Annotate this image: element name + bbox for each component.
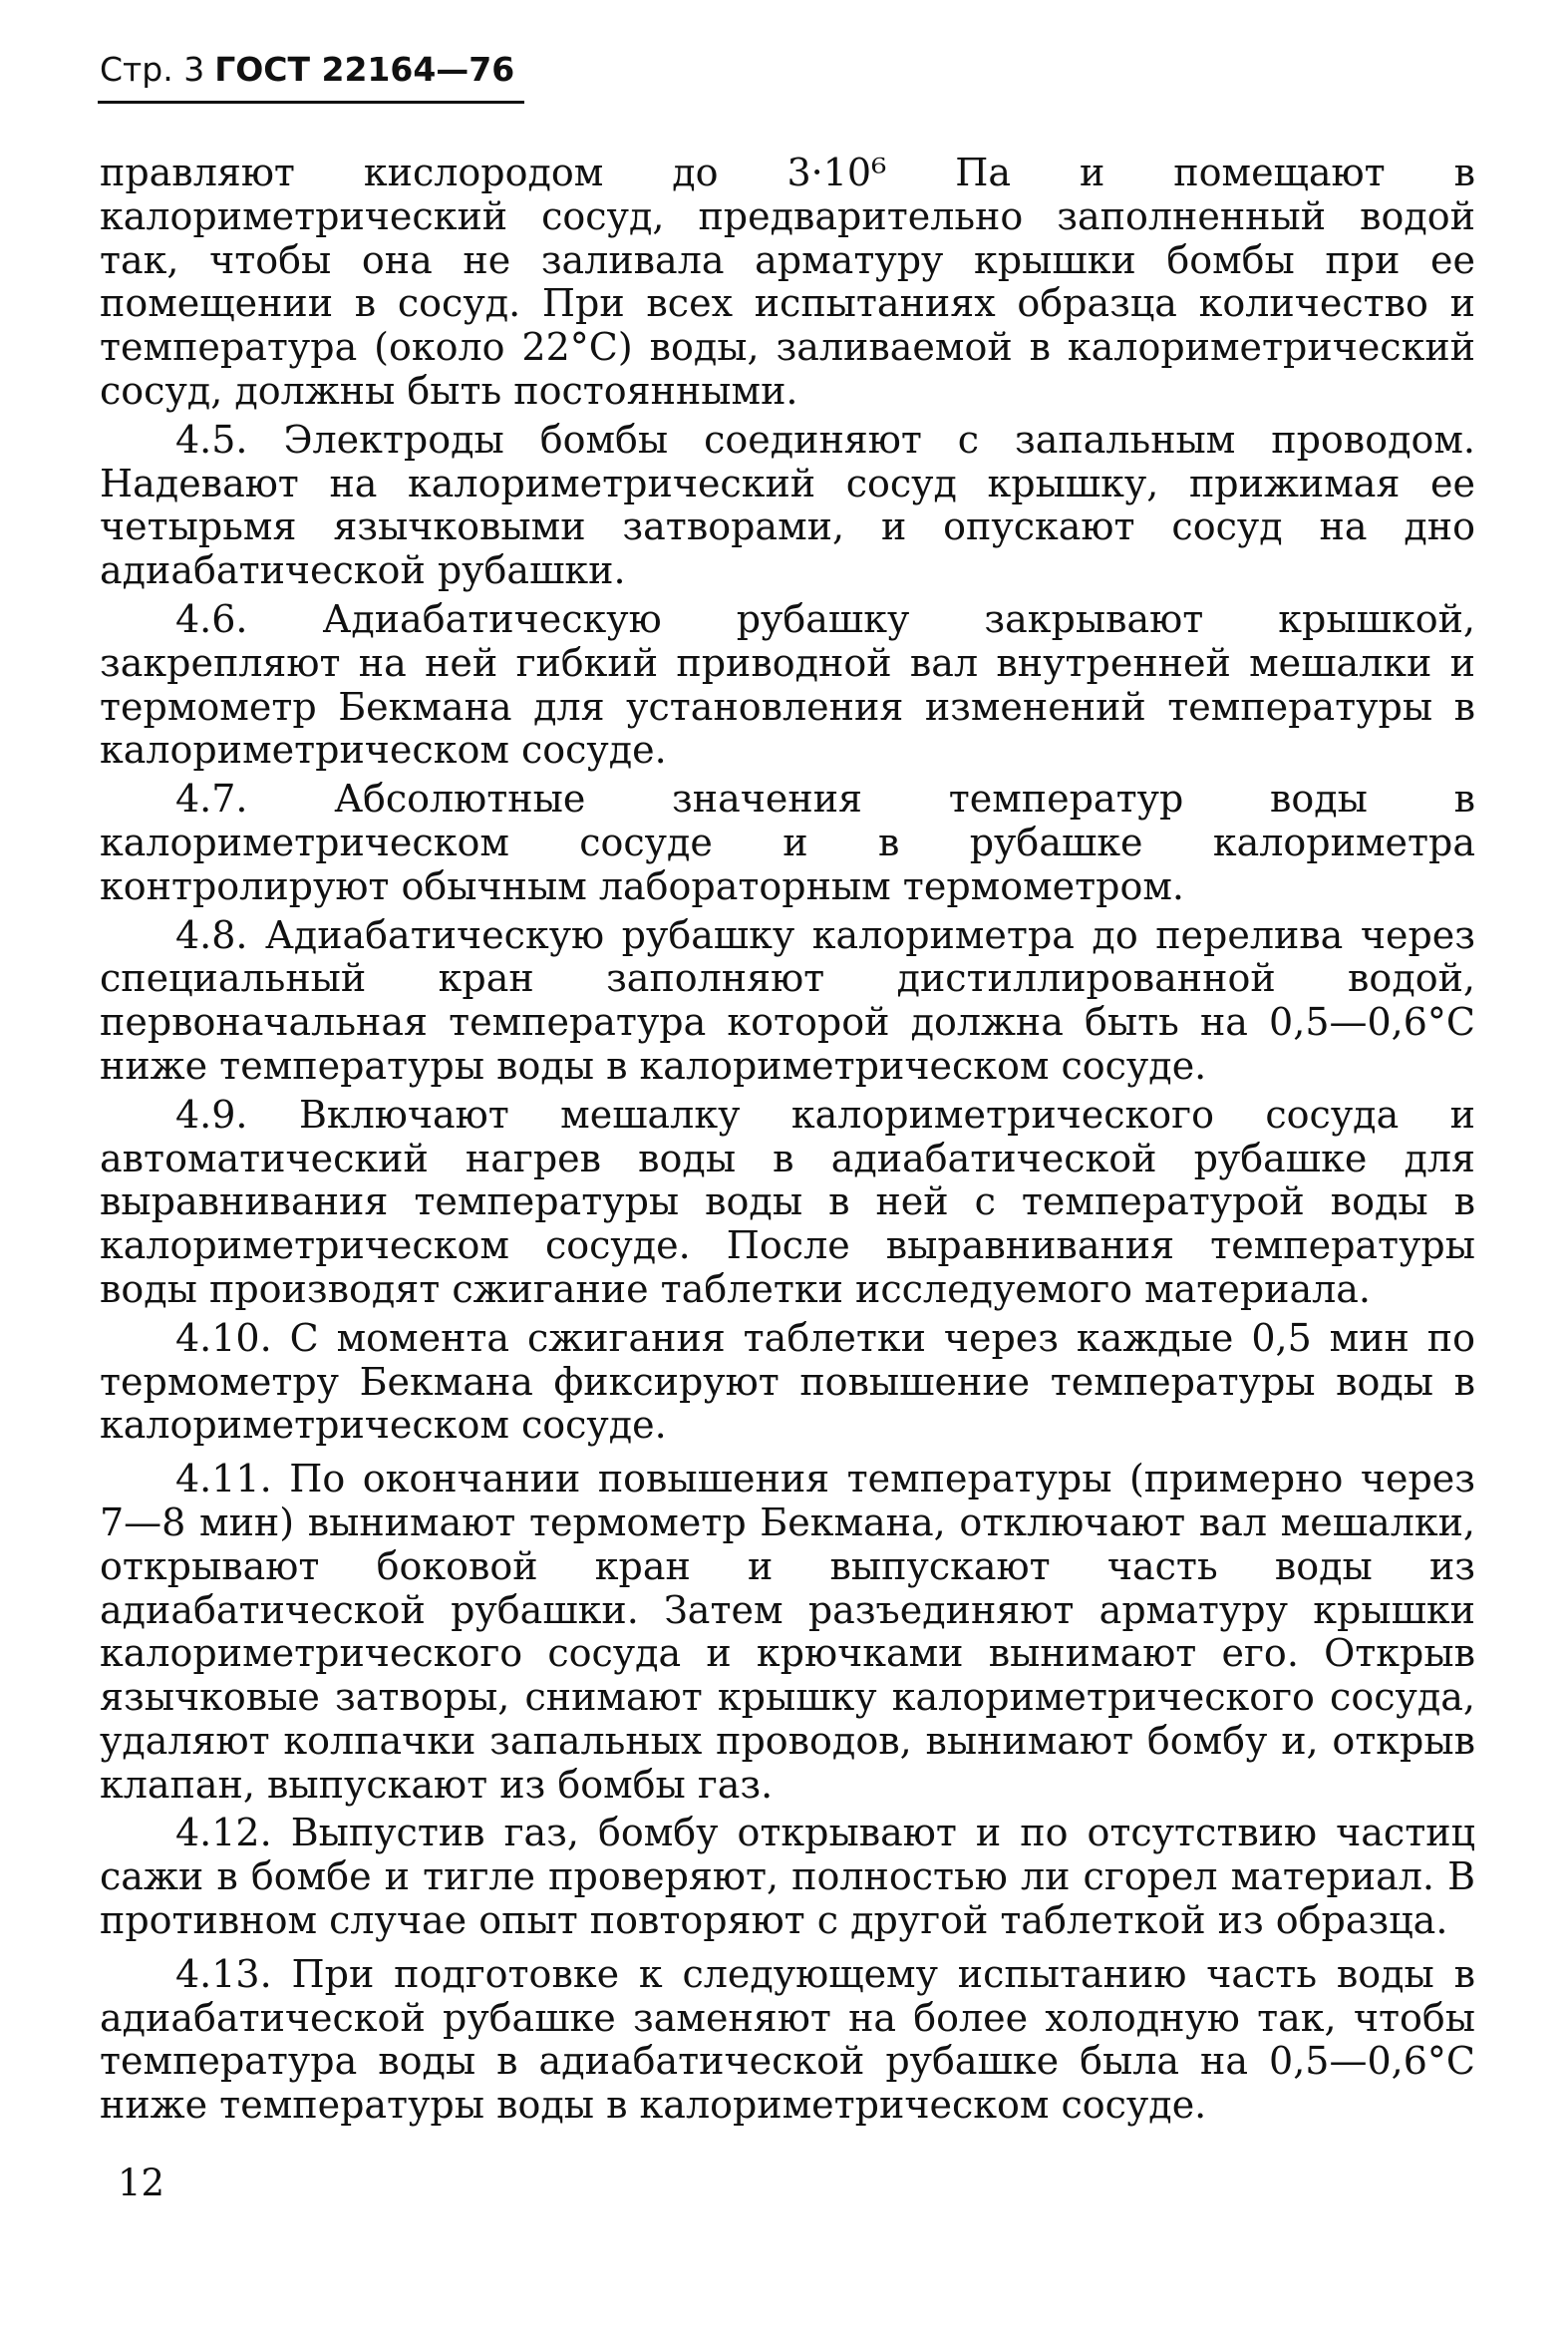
standard-number: ГОСТ 22164—76 xyxy=(214,50,515,89)
paragraph-4-6: 4.6. Адиабатическую рубашку закрывают крышкой, закрепляют на ней гибкий приводной вал внутренней мешалки и термометр Бекмана для установления изменений температуры в калориметрическом сосуде. xyxy=(100,596,1475,773)
paragraph-4-9: 4.9. Включают мешалку калориметрического сосуда и автоматический нагрев воды в адиабатической рубашке для выравнивания температуры воды в ней с температурой воды в калориметрическом сосуде. После выравнивания температуры воды производят сжигание таблетки исследуемого материала. xyxy=(100,1092,1475,1311)
header-divider xyxy=(98,101,524,104)
paragraph-4-7: 4.7. Абсолютные значения температур воды в калориметрическом сосуде и в рубашке калориметра контролируют обычным лабораторным термометром. xyxy=(100,777,1475,908)
paragraph-4-12: 4.12. Выпустив газ, бомбу открывают и по отсутствию частиц сажи в бомбе и тигле проверяют, полностью ли сгорел материал. В противном случае опыт повторяют с другой таблеткой из образца. xyxy=(100,1811,1475,1943)
paragraph-4-11: 4.11. По окончании повышения температуры (примерно через 7—8 мин) вынимают термометр Бекмана, отключают вал мешалки, открывают боковой кран и выпускают часть воды из адиабатической рубашки. Затем разъединяют арматуру крышки калориметрического сосуда и крючками вынимают его. Открыв язычковые затворы, снимают крышку калориметрического сосуда, удаляют колпачки запальных проводов, вынимают бомбу и, открыв клапан, выпускают из бомбы газ. xyxy=(100,1457,1475,1807)
paragraph-4-5: 4.5. Электроды бомбы соединяют с запальным проводом. Надевают на калориметрический сосуд крышку, прижимая ее четырьмя язычковыми затворами, и опускают сосуд на дно адиабатической рубашки. xyxy=(100,417,1475,593)
document-body xyxy=(100,152,1475,2133)
paragraph-4-10: 4.10. С момента сжигания таблетки через каждые 0,5 мин по термометру Бекмана фиксируют повышение температуры воды в калориметрическом сосуде. xyxy=(100,1315,1475,1448)
paragraph-4-8: 4.8. Адиабатическую рубашку калориметра до перелива через специальный кран заполняют дистиллированной водой, первоначальная температура которой должна быть на 0,5—0,6°С ниже температуры воды в калориметрическом сосуде. xyxy=(100,912,1475,1088)
paragraph-continuation: правляют кислородом до 3·10⁶ Па и помещают в калориметрический сосуд, предварительно заполненный водой так, чтобы она не заливала арматуру крышки бомбы при ее помещении в сосуд. При всех испытаниях образца количество и температура (около 22°С) воды, заливаемой в калориметрический сосуд, должны быть постоянными. xyxy=(100,151,1475,413)
page-header xyxy=(100,48,514,92)
paragraph-4-13: 4.13. При подготовке к следующему испытанию часть воды в адиабатической рубашке заменяют на более холодную так, чтобы температура воды в адиабатической рубашке была на 0,5—0,6°С ниже температуры воды в калориметрическом сосуде. xyxy=(100,1951,1475,2128)
page-number: 12 xyxy=(118,2162,165,2204)
page-label: Стр. 3 xyxy=(100,50,205,89)
